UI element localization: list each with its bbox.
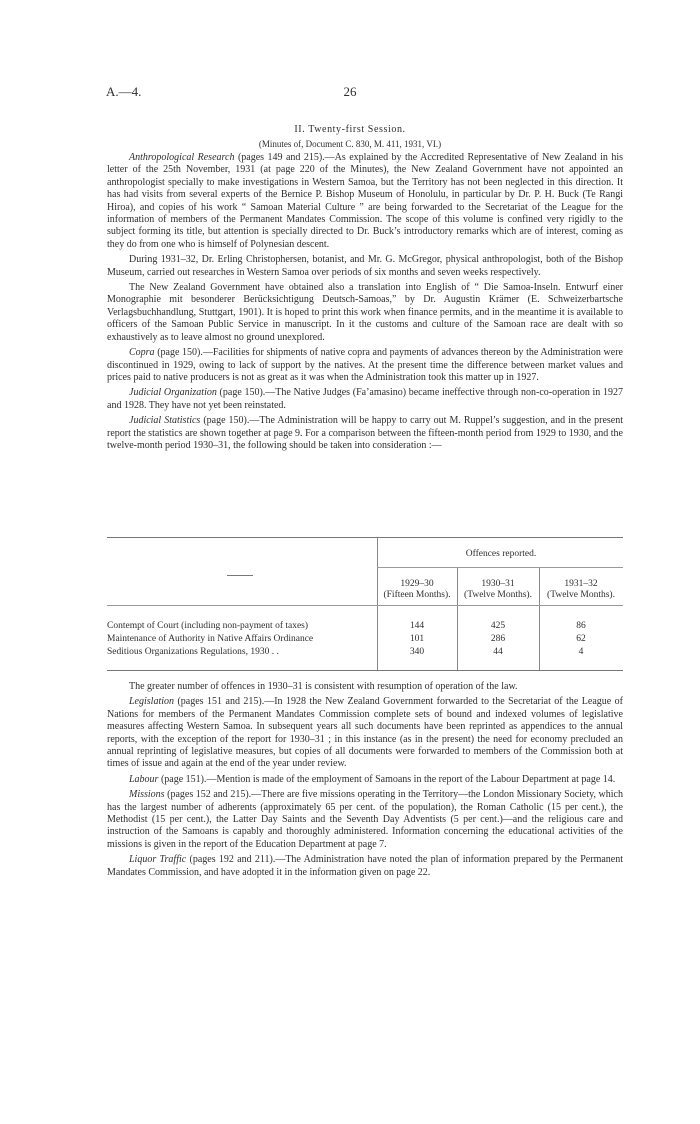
table-cell: 62 [576, 634, 586, 644]
document-reference: A.—4. [106, 84, 142, 99]
paragraph-lead: Missions [129, 789, 165, 801]
paragraph [107, 774, 623, 786]
body-text-lower [107, 681, 623, 882]
paragraph-text: (page 150).—Facilities for shipments of native copra and payments of advances thereon by the Administration were discontinued in 1929, owing to lack of support by the natives. At the present time the difference between market values and prices paid to native producers is not as great as it was when the Administration took this matter up in 1927. [107, 347, 623, 383]
paragraph [107, 347, 623, 384]
paragraph-text: (page 150).—The Native Judges (Fa’amasino) became ineffective through non-co-operation in 1927 and 1928. They have not yet been reinstated. [107, 387, 623, 411]
paragraph [107, 282, 623, 344]
paragraph-text: The greater number of offences in 1930–31 is consistent with resumption of operation of the law. [129, 681, 518, 692]
stub-dash [227, 575, 253, 576]
column-header [457, 579, 539, 601]
group-header-rule [377, 567, 623, 568]
table-top-rule [107, 537, 623, 538]
table-cell: 44 [493, 647, 503, 657]
column-header [377, 579, 457, 601]
section-title: II. Twenty-first Session. [294, 124, 406, 135]
paragraph-text: (pages 151 and 215).—In 1928 the New Zealand Government forwarded to the Secretariat of the League of Nations for members of the Permanent Mandates Commission complete sets of bound and indexed volumes of legislative measures affecting Western Samoa. In subsequent years all such documents have been reprinted as appendices to the annual reports, with the exception of the report for 1930–31 ; in this instance (as in the present) the need for economy precluded an annual reprinting of legislative measures, but copies of all documents were forwarded to members of the Commission both at times of issue and again at the end of the year under review. [107, 696, 623, 770]
paragraph [107, 152, 623, 251]
table-cell: 425 [490, 621, 506, 631]
column-period: (Fifteen Months). [383, 590, 451, 600]
column-period: (Twelve Months). [464, 590, 532, 600]
table-cell: 4 [578, 647, 584, 657]
paragraph-lead: Legislation [129, 696, 175, 708]
column-header [539, 579, 623, 601]
paragraph-text: (pages 192 and 211).—The Administration have noted the plan of information prepared by the Permanent Mandates Commission, and have adopted it in the information given on page 22. [107, 854, 624, 878]
paragraph [107, 789, 623, 851]
paragraph-lead: Liquor Traffic [129, 854, 187, 866]
paragraph [107, 681, 623, 693]
header-bottom-rule [107, 605, 623, 606]
page-number: 26 [343, 84, 357, 99]
paragraph [107, 254, 623, 279]
paragraph-text: (pages 149 and 215).—As explained by the Accredited Representative of New Zealand in his letter of the 25th November, 1931 (at page 220 of the Minutes), the New Zealand Government have not appointed an anthropologist specially to make investigations in Western Samoa, but the Territory has not been neglected in this direction. It has had visits from several experts of the Bernice P. Bishop Museum of Honolulu, in particular by Dr. P. H. Buck (Te Rangi Hiroa), and copies of his work “ Samoan Material Culture ” are being forwarded to the Secretariat of the League for the information of members of the Permanent Mandates Commission. The scope of this volume is confined very rigidly to the subject forming its title, but attention is specially directed to Dr. Buck’s introductory remarks which are of interest, coming as they do from one who is himself of Polynesian descent. [107, 152, 623, 250]
paragraph-lead: Anthropological Research [129, 152, 235, 163]
row-label: Seditious Organizations Regulations, 1930 . . [107, 647, 279, 657]
paragraph-lead: Judicial Statistics [129, 415, 201, 427]
paragraph-text: (page 151).—Mention is made of the employment of Samoans in the report of the Labour Department at page 14. [158, 773, 616, 785]
table-bottom-rule [107, 670, 623, 671]
paragraph [107, 387, 623, 412]
paragraph-lead: Judicial Organization [129, 387, 217, 399]
paragraph [107, 854, 623, 879]
column-year: 1930–31 [481, 579, 515, 589]
paragraph-text: (pages 152 and 215).—There are five missions operating in the Territory—the London Missionary Society, which has the largest number of adherents (approximately 65 per cent. of the population), the Roman Catholic (15 per cent.), the Methodist (15 per cent.), the Latter Day Saints and the Seventh Day Adventists (5 per cent.)—and the religious care and instruction of the Samoans is capably and thoroughly administered. Information concerning the educational activities of the missions is given in the report of the Education Department at page 7. [107, 789, 623, 850]
paragraph-lead: Labour [129, 773, 159, 785]
minutes-reference: (Minutes of, Document C. 830, M. 411, 1931, VI.) [258, 139, 442, 149]
column-period: (Twelve Months). [547, 590, 615, 600]
column-year: 1929–30 [400, 579, 434, 589]
paragraph-text: During 1931–32, Dr. Erling Christophersen, botanist, and Mr. G. McGregor, physical anthropologist, both of the Bishop Museum, carried out researches in Western Samoa over periods of six months and seven weeks respectively. [107, 254, 623, 278]
table-cell: 286 [490, 634, 506, 644]
row-label: Contempt of Court (including non-payment of taxes) [107, 621, 309, 631]
group-header: Offences reported. [465, 549, 537, 559]
paragraph-text: (page 150).—The Administration will be happy to carry out M. Ruppel’s suggestion, and in the present report the statistics are shown together at page 9. For a comparison between the fifteen-month period from 1929 to 1930, and the twelve-month period 1930–31, the following should be taken into consideration :— [107, 415, 623, 451]
body-text-upper [107, 152, 623, 455]
table-cell: 340 [409, 647, 425, 657]
paragraph-lead: Copra [129, 347, 155, 359]
paragraph [107, 696, 623, 770]
paragraph [107, 415, 623, 452]
table-cell: 86 [576, 621, 586, 631]
table-cell: 144 [409, 621, 425, 631]
paragraph-text: The New Zealand Government have obtained also a translation into English of “ Die Samoa-Inseln. Entwurf einer Monographie mit besonderer Berücksichtigung Deutsch-Samoas,” by Dr. Augustin Krämer (E. Schweizerbartsche Verlagsbuchhandlung, Stuttgart, 1901). It is hoped to print this work when finance permits, and in the meantime it is available to officers of the Samoan Public Service in manuscript. In it the customs and culture of the Samoan race are dealt with so exhaustively as to leave almost no ground unexplored. [107, 282, 623, 343]
table-cell: 101 [409, 634, 425, 644]
row-label: Maintenance of Authority in Native Affairs Ordinance [107, 634, 314, 644]
column-year: 1931–32 [564, 579, 598, 589]
